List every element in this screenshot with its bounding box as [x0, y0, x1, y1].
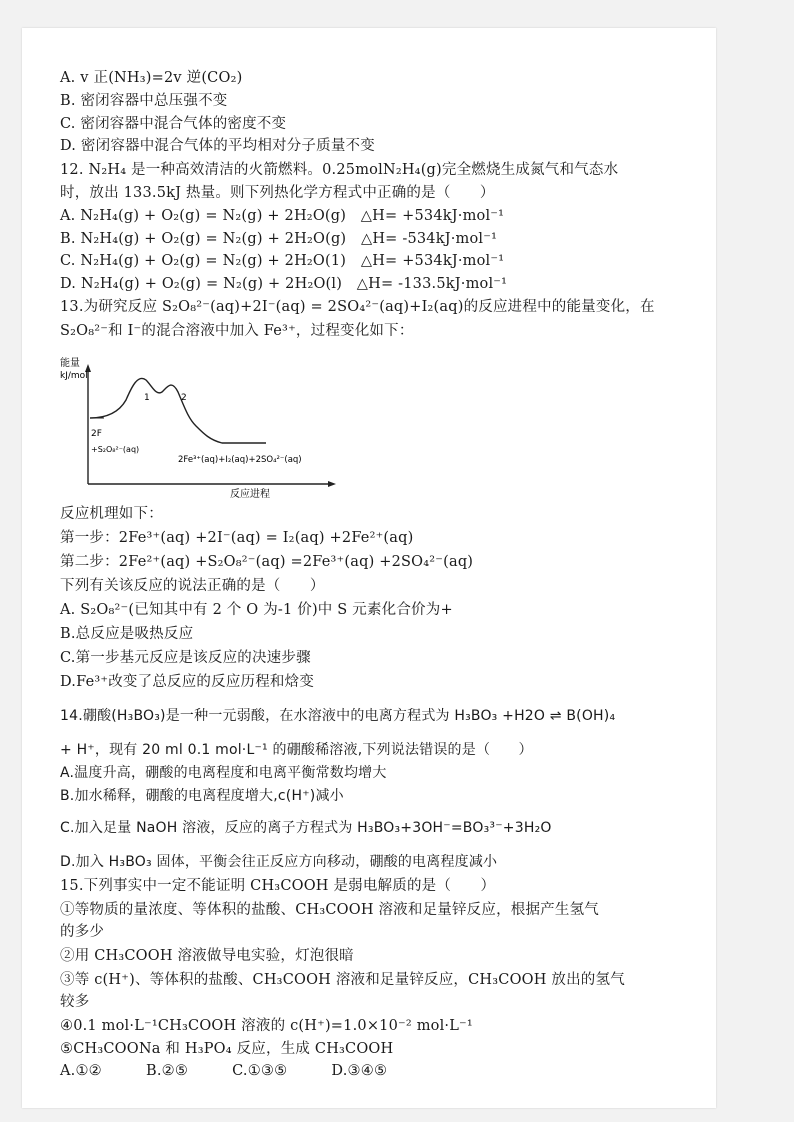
energy-curve [90, 378, 266, 443]
q13-stem-line-1: 13.为研究反应 S₂O₈²⁻(aq)+2I⁻(aq) = 2SO₄²⁻(aq)+I₂(aq)的反应进程中的能量变化，在 [60, 299, 655, 315]
q14-option-d: D.加入 H₃BO₃ 固体，平衡会往正反应方向移动，硼酸的电离程度减小 [60, 854, 498, 870]
q13-option-a: A. S₂O₈²⁻(已知其中有 2 个 O 为-1 价)中 S 元素化合价为+ [60, 602, 453, 618]
q15-item-3-line-2: 较多 [60, 994, 90, 1010]
q15-item-1-line-2: 的多少 [60, 924, 105, 940]
q13-option-b: B.总反应是吸热反应 [60, 626, 194, 642]
q11-option-c: C. 密闭容器中混合气体的密度不变 [60, 116, 287, 132]
reactant-label-line-1: 2F [91, 429, 102, 439]
q12-option-c: C. N₂H₄(g) + O₂(g) = N₂(g) + 2H₂O(1) △H= +534kJ·mol⁻¹ [60, 253, 505, 269]
mechanism-step-1: 第一步：2Fe³⁺(aq) +2I⁻(aq) = I₂(aq) +2Fe²⁺(aq) [60, 530, 414, 546]
q15-item-1-line-1: ①等物质的量浓度、等体积的盐酸、CH₃COOH 溶液和足量锌反应，根据产生氢气 [60, 902, 599, 918]
y-axis-label-energy: 能量 [60, 358, 80, 369]
q12-stem-line-1: 12. N₂H₄ 是一种高效清洁的火箭燃料。0.25molN₂H₄(g)完全燃烧生成氮气和气态水 [60, 162, 619, 178]
q11-option-a: A. v 正(NH₃)=2v 逆(CO₂) [60, 70, 243, 86]
q13-option-d: D.Fe³⁺改变了总反应的反应历程和焓变 [60, 674, 315, 690]
peak-label-1: 1 [144, 393, 150, 403]
mechanism-title: 反应机理如下： [60, 506, 163, 522]
q13-stem-line-2: S₂O₈²⁻和 I⁻的混合溶液中加入 Fe³⁺，过程变化如下： [60, 323, 414, 339]
q12-option-a: A. N₂H₄(g) + O₂(g) = N₂(g) + 2H₂O(g) △H= +534kJ·mol⁻¹ [60, 208, 505, 224]
energy-profile-diagram [60, 352, 340, 500]
product-label: 2Fe³⁺(aq)+I₂(aq)+2SO₄²⁻(aq) [178, 455, 302, 465]
q13-question: 下列有关该反应的说法正确的是（ ） [60, 578, 325, 594]
q14-option-c: C.加入足量 NaOH 溶液，反应的离子方程式为 H₃BO₃+3OH⁻=BO₃³⁻+3H₂O [60, 820, 552, 836]
q12-stem-line-2: 时，放出 133.5kJ 热量。则下列热化学方程式中正确的是（ ） [60, 185, 495, 201]
x-axis-arrow [328, 481, 336, 487]
mechanism-step-2: 第二步：2Fe²⁺(aq) +S₂O₈²⁻(aq) =2Fe³⁺(aq) +2SO₄²⁻(aq) [60, 554, 474, 570]
q15-item-3-line-1: ③等 c(H⁺)、等体积的盐酸、CH₃COOH 溶液和足量锌反应，CH₃COOH 放出的氢气 [60, 972, 625, 988]
y-axis-label-unit: kJ/mol [60, 371, 88, 381]
q14-option-a: A.温度升高，硼酸的电离程度和电离平衡常数均增大 [60, 765, 387, 781]
q15-stem: 15.下列事实中一定不能证明 CH₃COOH 是弱电解质的是（ ） [60, 878, 496, 894]
q14-option-b: B.加水稀释，硼酸的电离程度增大,c(H⁺)减小 [60, 788, 344, 804]
q15-choices: A.①② B.②⑤ C.①③⑤ D.③④⑤ [60, 1063, 388, 1079]
q14-stem-line-1: 14.硼酸(H₃BO₃)是一种一元弱酸，在水溶液中的电离方程式为 H₃BO₃ +H2O ⇌ B(OH)₄ [60, 708, 616, 724]
reactant-label-line-2: +S₂O₈²⁻(aq) [91, 445, 140, 454]
q13-option-c: C.第一步基元反应是该反应的决速步骤 [60, 650, 311, 666]
q11-option-b: B. 密闭容器中总压强不变 [60, 93, 228, 109]
q12-option-d: D. N₂H₄(g) + O₂(g) = N₂(g) + 2H₂O(l) △H= -133.5kJ·mol⁻¹ [60, 276, 508, 292]
q11-option-d: D. 密闭容器中混合气体的平均相对分子质量不变 [60, 138, 375, 154]
q15-item-5: ⑤CH₃COONa 和 H₃PO₄ 反应，生成 CH₃COOH [60, 1041, 394, 1057]
peak-label-2: 2 [181, 393, 187, 403]
q15-item-4: ④0.1 mol·L⁻¹CH₃COOH 溶液的 c(H⁺)=1.0×10⁻² mol·L⁻¹ [60, 1018, 473, 1034]
q15-item-2: ②用 CH₃COOH 溶液做导电实验，灯泡很暗 [60, 948, 354, 964]
q14-stem-line-2: + H⁺，现有 20 ml 0.1 mol·L⁻¹ 的硼酸稀溶液,下列说法错误的是（ ） [60, 742, 533, 758]
q12-option-b: B. N₂H₄(g) + O₂(g) = N₂(g) + 2H₂O(g) △H= -534kJ·mol⁻¹ [60, 231, 498, 247]
x-axis-label: 反应进程 [230, 489, 270, 500]
